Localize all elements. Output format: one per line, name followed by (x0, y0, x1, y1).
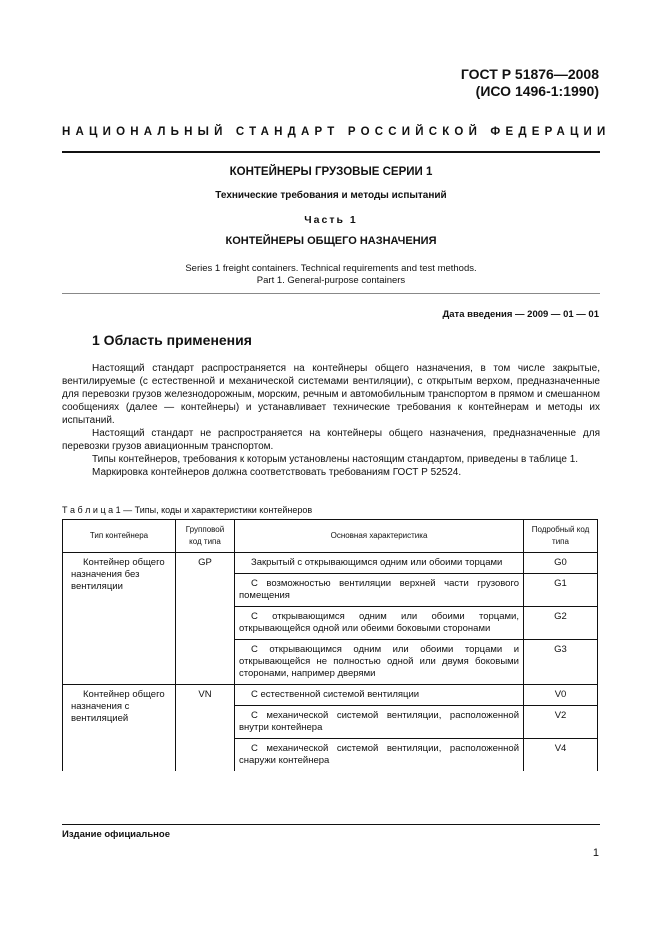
detail-code-cell: G3 (524, 640, 598, 685)
header-type: Тип контейнера (63, 520, 176, 553)
standard-number-block (461, 66, 599, 100)
document-title: КОНТЕЙНЕРЫ ГРУЗОВЫЕ СЕРИИ 1 (229, 166, 433, 178)
detail-code-cell: V2 (524, 706, 598, 739)
part-label: Часть 1 (304, 214, 358, 226)
detail-code-cell: V0 (524, 685, 598, 706)
header-divider (62, 151, 600, 153)
part-title: КОНТЕЙНЕРЫ ОБЩЕГО НАЗНАЧЕНИЯ (225, 235, 437, 247)
title-divider (62, 293, 600, 294)
paragraph: Маркировка контейнеров должна соответствовать требованиям ГОСТ Р 52524. (92, 467, 462, 478)
table-row (63, 553, 598, 574)
characteristic-cell: С механической системой вентиляции, расположенной снаружи контейнера (235, 739, 524, 772)
paragraph: Настоящий стандарт распространяется на контейнеры общего назначения, в том числе закрытые, вентилируемые (с естественной и механической системами вентиляции), с открытым верхом, предназначенные для перевозки грузов железнодорожным, морским, речным и автомобильным транспортом в прямом и смешанном сообщениях (далее — контейнеры) и устанавливает технические требования к контейнерам и методы их испытаний. (62, 363, 600, 426)
paragraph: Типы контейнеров, требования к которым установлены настоящим стандартом, приведены в таблице 1. (92, 454, 579, 465)
standard-number: ГОСТ Р 51876—2008 (460, 66, 599, 82)
characteristic-cell: С открывающимся одним или обоими торцами, открывающейся одной или обеими боковыми сторонами (235, 607, 524, 640)
english-title-line2: Part 1. General-purpose containers (256, 275, 406, 286)
table-caption: Т а б л и ц а 1 — Типы, коды и характеристики контейнеров (62, 505, 313, 515)
footer-divider (62, 824, 600, 825)
detail-code-cell: G0 (524, 553, 598, 574)
characteristic-cell: С механической системой вентиляции, расположенной внутри контейнера (235, 706, 524, 739)
paragraph: Настоящий стандарт не распространяется на контейнеры общего назначения, предназначенные для перевозки грузов авиационным транспортом. (62, 428, 600, 452)
group-code-cell: VN (176, 685, 235, 772)
detail-code-cell: V4 (524, 739, 598, 772)
official-edition: Издание официальное (62, 829, 170, 840)
header-group-code: Групповой код типа (176, 520, 235, 553)
characteristic-cell: Закрытый с открывающимся одним или обоими торцами (235, 553, 524, 574)
page-number: 1 (592, 847, 599, 859)
header-characteristic: Основная характеристика (235, 520, 524, 553)
type-cell: Контейнер общего назначения без вентиляции (63, 553, 176, 685)
national-banner: НАЦИОНАЛЬНЫЙ СТАНДАРТ РОССИЙСКОЙ ФЕДЕРАЦИИ (62, 126, 611, 138)
header-detail-code: Подробный код типа (524, 520, 598, 553)
container-types-table (62, 519, 598, 771)
section-body (62, 362, 600, 479)
characteristic-cell: С естественной системой вентиляции (235, 685, 524, 706)
document-subtitle: Технические требования и методы испытаний (215, 190, 447, 201)
section-heading: 1 Область применения (92, 332, 252, 348)
characteristic-cell: С открывающимся одним или обоими торцами и открывающейся не полностью одной или двумя боковыми сторонами, например дверями (235, 640, 524, 685)
introduction-date: Дата введения — 2009 — 01 — 01 (442, 309, 599, 320)
group-code-cell: GP (176, 553, 235, 685)
iso-number: (ИСО 1496-1:1990) (475, 83, 599, 99)
type-cell: Контейнер общего назначения с вентиляцией (63, 685, 176, 772)
english-title-line1: Series 1 freight containers. Technical requirements and test methods. (185, 263, 477, 274)
table-row (63, 685, 598, 706)
table-header-row (63, 520, 598, 553)
characteristic-cell: С возможностью вентиляции верхней части грузового помещения (235, 574, 524, 607)
detail-code-cell: G2 (524, 607, 598, 640)
english-title (62, 263, 600, 287)
detail-code-cell: G1 (524, 574, 598, 607)
